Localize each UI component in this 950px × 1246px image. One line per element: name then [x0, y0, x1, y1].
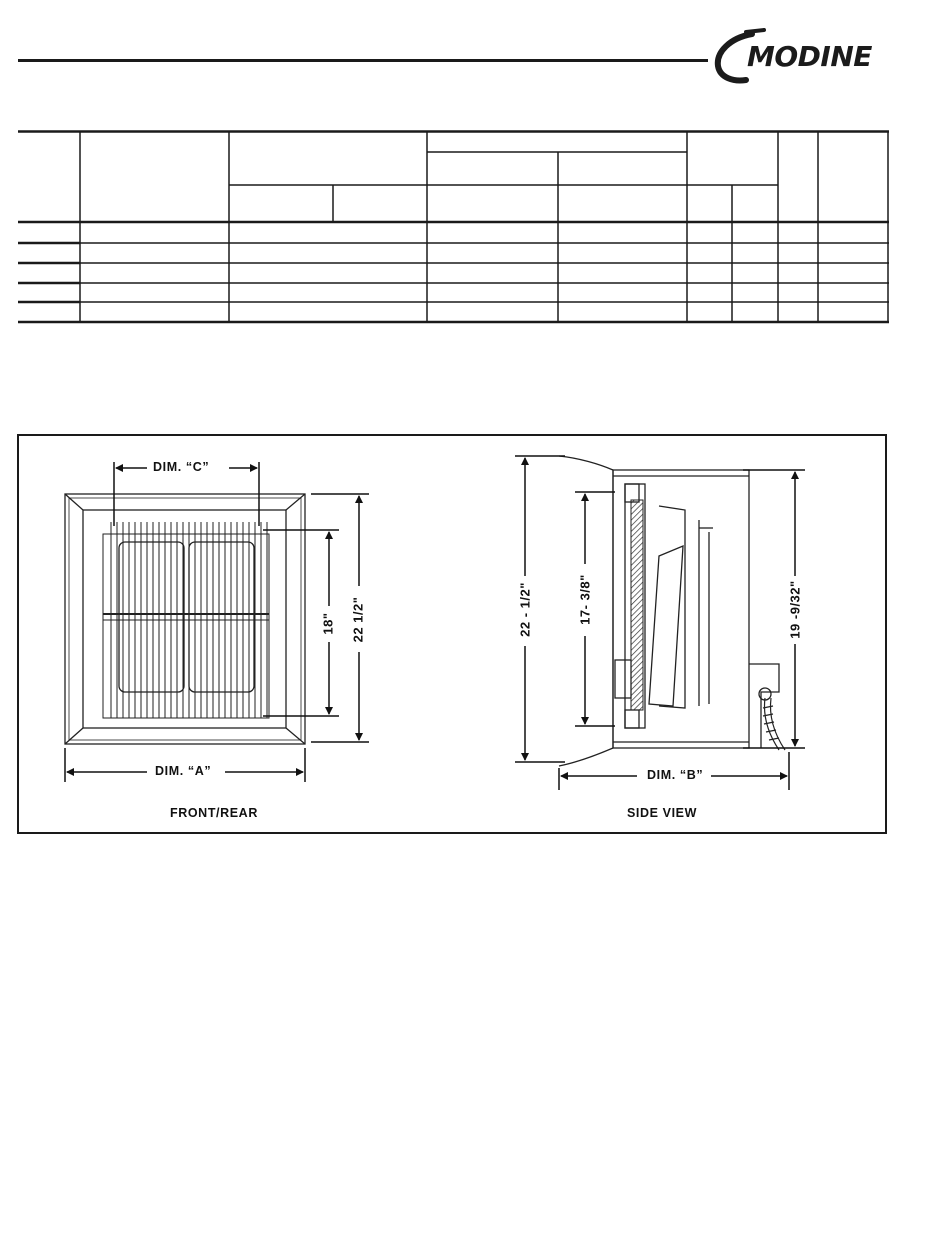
side-view-caption: SIDE VIEW: [627, 806, 697, 820]
height-22-5-label: 22 1/2": [350, 596, 366, 643]
height-overall-label: 22 - 1/2": [517, 582, 533, 637]
height-right-label: 19 -9/32": [787, 580, 803, 639]
header-rule: [18, 59, 708, 62]
height-18-label: 18": [320, 612, 336, 635]
dim-c-label: DIM. “C”: [153, 460, 210, 474]
logo-wordmark: MODINE: [747, 40, 872, 73]
dim-a-label: DIM. “A”: [155, 764, 212, 778]
front-view-caption: FRONT/REAR: [170, 806, 258, 820]
side-coil-hatch: [631, 500, 643, 710]
dimension-drawings: [19, 436, 885, 832]
height-mid-label: 17- 3/8": [577, 574, 593, 625]
spec-table: [18, 130, 890, 325]
dim-b-label: DIM. “B”: [647, 768, 704, 782]
side-conduit: [763, 698, 785, 750]
front-view-drawing: [65, 494, 305, 744]
dimension-drawings-panel: [17, 434, 887, 834]
